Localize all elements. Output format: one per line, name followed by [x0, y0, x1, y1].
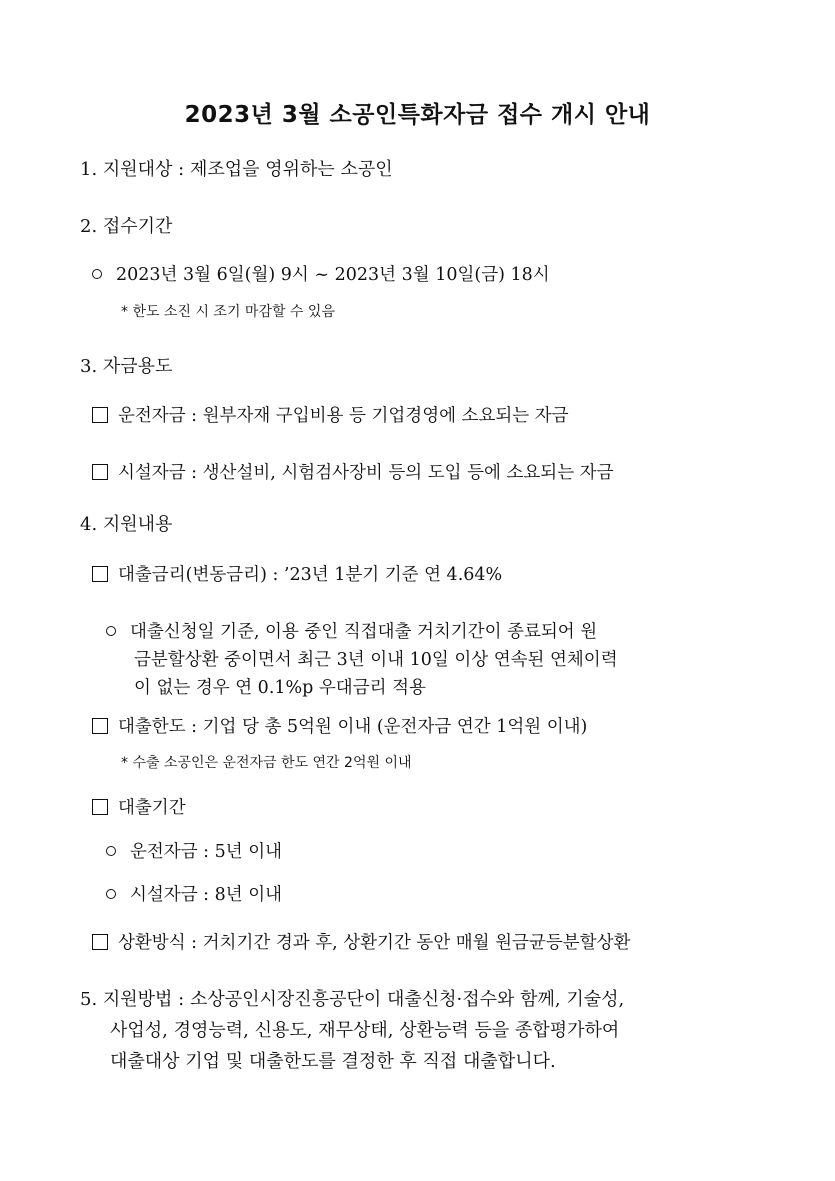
loan-period-bullet [106, 883, 282, 907]
fund-use-item [92, 404, 569, 428]
period-bullet [92, 263, 550, 287]
checkbox-square-icon [92, 718, 108, 734]
circle-bullet-icon [92, 269, 102, 279]
circle-bullet-icon [106, 846, 116, 856]
checkbox-square-icon [92, 464, 108, 480]
checkbox-square-icon [92, 799, 108, 815]
loan-period-heading: 대출기간 [118, 798, 186, 818]
checkbox-square-icon [92, 407, 108, 423]
repayment-item [92, 931, 630, 955]
circle-bullet-icon [106, 889, 116, 899]
early-close-note: * 한도 소진 시 조기 마감할 수 있음 [121, 304, 335, 320]
checkbox-square-icon [92, 934, 108, 950]
section-5-line-1: 5. 지원방법 : 소상공인시장진흥공단이 대출신청·접수와 함께, 기술성, [80, 989, 625, 1010]
section-5-line-3: 대출대상 기업 및 대출한도를 결정한 후 직접 대출합니다. [110, 1051, 556, 1072]
interest-rate: 대출금리(변동금리) : ’23년 1분기 기준 연 4.64% [118, 565, 503, 585]
section-2-heading: 2. 접수기간 [80, 216, 173, 237]
loan-period-item [92, 796, 186, 820]
application-period: 2023년 3월 6일(월) 9시 ~ 2023년 3월 10일(금) 18시 [116, 265, 550, 285]
export-limit-note: * 수출 소공인은 운전자금 한도 연간 2억원 이내 [121, 755, 412, 771]
document-title: 2023년 3월 소공인특화자금 접수 개시 안내 [184, 102, 651, 128]
section-1-eligibility: 1. 지원대상 : 제조업을 영위하는 소공인 [80, 159, 393, 180]
loan-period-facility: 시설자금 : 8년 이내 [130, 885, 283, 905]
preferential-rate-text-2: 금분할상환 중이면서 최근 3년 이내 10일 이상 연속된 연체이력 [134, 650, 618, 670]
repayment-method: 상환방식 : 거치기간 경과 후, 상환기간 동안 매월 원금균등분할상환 [118, 933, 631, 953]
loan-limit-item [92, 715, 587, 739]
section-3-heading: 3. 자금용도 [80, 356, 173, 377]
loan-period-bullet [106, 840, 282, 864]
fund-use-item [92, 461, 614, 485]
preferential-rate-text-1: 대출신청일 기준, 이용 중인 직접대출 거치기간이 종료되어 원 [130, 622, 598, 642]
preferential-rate-line [106, 620, 597, 644]
circle-bullet-icon [106, 626, 116, 636]
loan-period-operating: 운전자금 : 5년 이내 [130, 842, 283, 862]
section-4-heading: 4. 지원내용 [80, 514, 173, 535]
fund-use-facility: 시설자금 : 생산설비, 시험검사장비 등의 도입 등에 소요되는 자금 [118, 463, 614, 483]
loan-limit: 대출한도 : 기업 당 총 5억원 이내 (운전자금 연간 1억원 이내) [118, 717, 588, 737]
fund-use-operating: 운전자금 : 원부자재 구입비용 등 기업경영에 소요되는 자금 [118, 406, 569, 426]
checkbox-square-icon [92, 566, 108, 582]
section-5-line-2: 사업성, 경영능력, 신용도, 재무상태, 상환능력 등을 종합평가하여 [110, 1020, 620, 1041]
interest-rate-item [92, 563, 502, 587]
preferential-rate-text-3: 이 없는 경우 연 0.1%p 우대금리 적용 [134, 678, 426, 698]
